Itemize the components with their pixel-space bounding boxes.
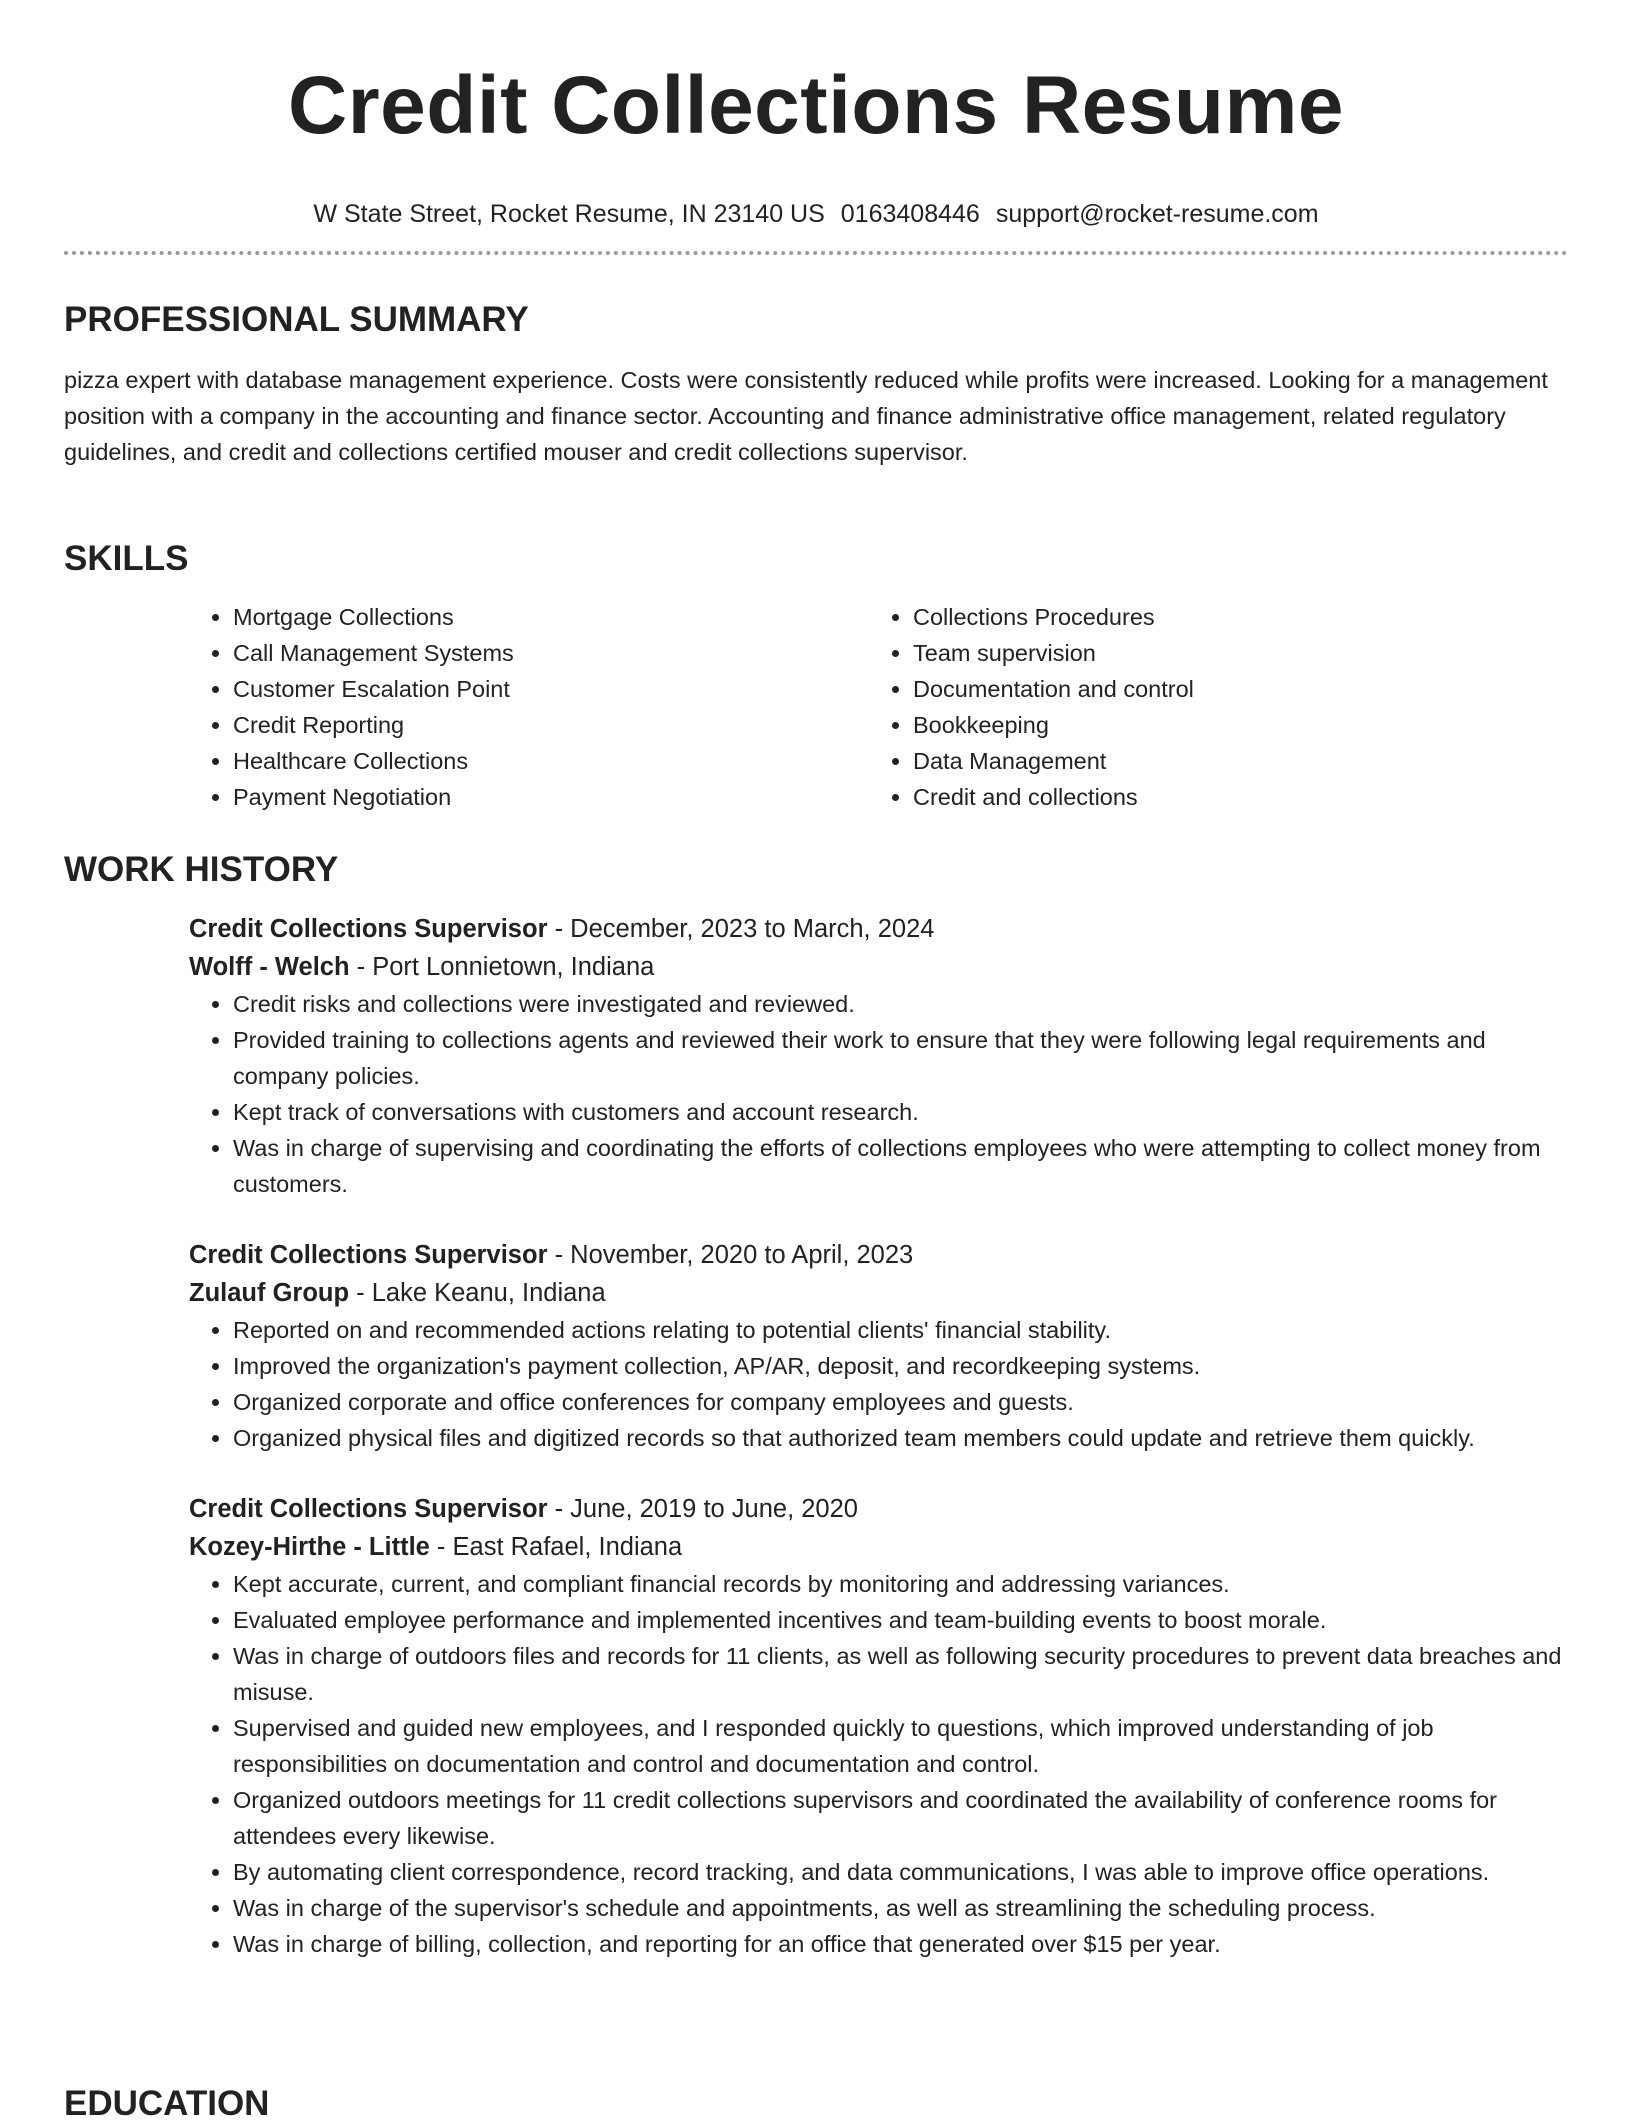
skill-item: • Payment Negotiation bbox=[233, 779, 869, 815]
contact-phone: 0163408446 bbox=[840, 200, 980, 228]
summary-text: pizza expert with database management experience. Costs were consistently reduced while profits were increased. Looking for a management position with a company in the accounting and finance sector. Accounting and finance administrative office management, related regulatory guidelines, and credit and collections certified mouser and credit collections supervisor. bbox=[64, 367, 1548, 465]
skills-columns bbox=[189, 599, 1568, 815]
contact-address: W State Street, Rocket Resume, IN 23140 US bbox=[313, 200, 825, 228]
job-location: - Port Lonnietown, Indiana bbox=[349, 953, 655, 981]
job-company-line bbox=[189, 1274, 1568, 1312]
job-title: Credit Collections Supervisor bbox=[189, 915, 548, 943]
skills-heading: SKILLS bbox=[64, 539, 189, 578]
skills-column-left bbox=[189, 599, 869, 815]
job-entry bbox=[189, 1236, 1568, 1456]
header-divider bbox=[64, 251, 1568, 255]
job-bullets bbox=[189, 1566, 1568, 1962]
job-entry bbox=[189, 910, 1568, 1202]
job-bullet: • Credit risks and collections were investigated and reviewed. bbox=[233, 986, 1568, 1022]
summary-heading: PROFESSIONAL SUMMARY bbox=[64, 300, 529, 339]
job-company-line bbox=[189, 948, 1568, 986]
job-bullet: • Supervised and guided new employees, and I responded quickly to questions, which improved understanding of job responsibilities on documentation and control and documentation and control. bbox=[233, 1710, 1568, 1782]
skill-item: • Documentation and control bbox=[913, 671, 1549, 707]
job-title-line bbox=[189, 1490, 1568, 1528]
skill-item: • Credit Reporting bbox=[233, 707, 869, 743]
job-bullet: • Organized outdoors meetings for 11 credit collections supervisors and coordinated the availability of conference rooms for attendees every likewise. bbox=[233, 1782, 1568, 1854]
skill-item: • Customer Escalation Point bbox=[233, 671, 869, 707]
work-history-section bbox=[64, 848, 1568, 1962]
skill-item: • Collections Procedures bbox=[913, 599, 1549, 635]
job-bullet: • Kept track of conversations with customers and account research. bbox=[233, 1094, 1568, 1130]
job-bullet: • Was in charge of the supervisor's schedule and appointments, as well as streamlining the scheduling process. bbox=[233, 1890, 1568, 1926]
job-company-line bbox=[189, 1528, 1568, 1566]
skill-item: • Team supervision bbox=[913, 635, 1549, 671]
job-company: Zulauf Group bbox=[189, 1279, 350, 1307]
contact-email: support@rocket-resume.com bbox=[995, 200, 1319, 228]
job-company: Wolff - Welch bbox=[189, 953, 350, 981]
skill-item: • Credit and collections bbox=[913, 779, 1549, 815]
job-dates: - December, 2023 to March, 2024 bbox=[547, 915, 935, 943]
job-title: Credit Collections Supervisor bbox=[189, 1241, 548, 1269]
resume-title: Credit Collections Resume bbox=[288, 60, 1344, 151]
skill-item: • Healthcare Collections bbox=[233, 743, 869, 779]
job-bullet: • Evaluated employee performance and implemented incentives and team-building events to boost morale. bbox=[233, 1602, 1568, 1638]
job-bullet: • Provided training to collections agents and reviewed their work to ensure that they were following legal requirements and company policies. bbox=[233, 1022, 1568, 1094]
job-company: Kozey-Hirthe - Little bbox=[189, 1533, 430, 1561]
skills-column-right bbox=[869, 599, 1549, 815]
job-bullet: • Was in charge of outdoors files and records for 11 clients, as well as following security procedures to prevent data breaches and misuse. bbox=[233, 1638, 1568, 1710]
job-bullet: • Organized physical files and digitized records so that authorized team members could update and retrieve them quickly. bbox=[233, 1420, 1568, 1456]
job-dates: - November, 2020 to April, 2023 bbox=[547, 1241, 914, 1269]
job-bullet: • Reported on and recommended actions relating to potential clients' financial stability. bbox=[233, 1312, 1568, 1348]
job-entry bbox=[189, 1490, 1568, 1962]
job-bullet: • Was in charge of billing, collection, and reporting for an office that generated over $15 per year. bbox=[233, 1926, 1568, 1962]
skill-item: • Data Management bbox=[913, 743, 1549, 779]
job-bullet: • By automating client correspondence, record tracking, and data communications, I was able to improve office operations. bbox=[233, 1854, 1568, 1890]
skill-item: • Call Management Systems bbox=[233, 635, 869, 671]
job-location: - East Rafael, Indiana bbox=[429, 1533, 683, 1561]
job-bullets bbox=[189, 986, 1568, 1202]
job-location: - Lake Keanu, Indiana bbox=[349, 1279, 606, 1307]
job-title-line bbox=[189, 1236, 1568, 1274]
education-heading: EDUCATION bbox=[64, 2084, 270, 2123]
job-bullet: • Kept accurate, current, and compliant financial records by monitoring and addressing variances. bbox=[233, 1566, 1568, 1602]
summary-section bbox=[64, 298, 1568, 470]
resume-header bbox=[0, 0, 1632, 230]
job-bullets bbox=[189, 1312, 1568, 1456]
work-history-heading: WORK HISTORY bbox=[64, 850, 339, 889]
job-title: Credit Collections Supervisor bbox=[189, 1495, 548, 1523]
job-bullet: • Organized corporate and office conferences for company employees and guests. bbox=[233, 1384, 1568, 1420]
job-title-line bbox=[189, 910, 1568, 948]
job-bullet: • Improved the organization's payment collection, AP/AR, deposit, and recordkeeping systems. bbox=[233, 1348, 1568, 1384]
skill-item: • Bookkeeping bbox=[913, 707, 1549, 743]
skill-item: • Mortgage Collections bbox=[233, 599, 869, 635]
job-dates: - June, 2019 to June, 2020 bbox=[547, 1495, 858, 1523]
contact-line bbox=[0, 198, 1632, 230]
skills-section bbox=[64, 537, 1568, 815]
job-bullet: • Was in charge of supervising and coordinating the efforts of collections employees who were attempting to collect money from customers. bbox=[233, 1130, 1568, 1202]
education-section bbox=[64, 2082, 1568, 2126]
